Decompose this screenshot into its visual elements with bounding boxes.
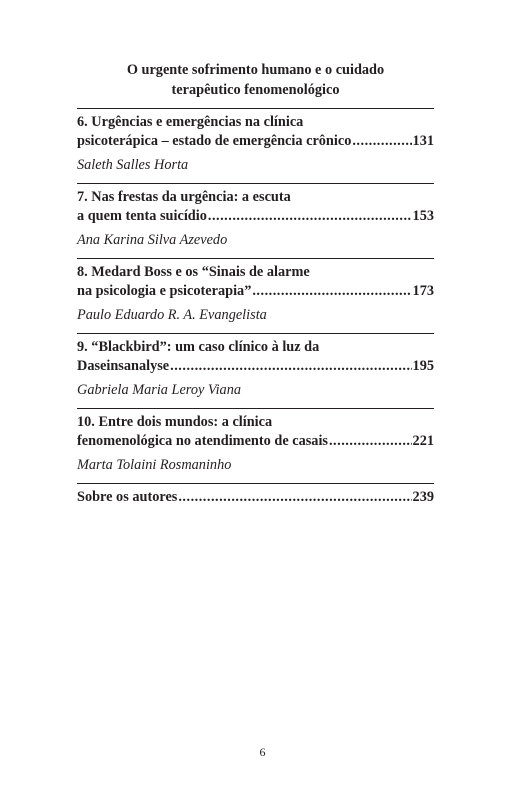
page-number: 221: [412, 433, 434, 449]
toc-entry-title-line-1: 8. Medard Boss e os “Sinais de alarme: [77, 264, 310, 280]
toc-entry-8[interactable]: [77, 258, 434, 333]
table-of-contents: [77, 60, 434, 507]
dot-leader: [170, 357, 411, 376]
page-number: 195: [412, 358, 434, 374]
chapter-author: Saleth Salles Horta: [77, 157, 189, 173]
chapter-author: Paulo Eduardo R. A. Evangelista: [77, 307, 267, 323]
toc-entry-title-line-1: 7. Nas frestas da urgência: a escuta: [77, 189, 291, 205]
part-title-line-1: O urgente sofrimento humano e o cuidado: [126, 62, 385, 78]
toc-entry-title-line-1: Sobre os autores ..... 239: [77, 488, 434, 507]
page-number: 173: [412, 283, 434, 299]
toc-entry-title-line-1: 10. Entre dois mundos: a clínica: [77, 414, 273, 430]
dot-leader: [329, 432, 412, 451]
toc-entry-title-line-1: 9. “Blackbird”: um caso clínico à luz da: [77, 339, 320, 355]
chapter-author: Marta Tolaini Rosmaninho: [77, 457, 232, 473]
page-number: 239: [412, 489, 434, 505]
toc-entry-9[interactable]: [77, 333, 434, 408]
page-number: 153: [412, 208, 434, 224]
toc-entry-6[interactable]: [77, 108, 434, 183]
chapter-author: Gabriela Maria Leroy Viana: [77, 382, 242, 398]
chapter-author: Ana Karina Silva Azevedo: [77, 232, 228, 248]
toc-entry-title-line-2: a quem tenta suicídio ..... 153: [77, 207, 434, 226]
dot-leader: [252, 282, 411, 301]
toc-entry-title-line-2: psicoterápica – estado de emergência crônico ..... 131: [77, 132, 434, 151]
folio-page-number: 6: [259, 745, 266, 759]
dot-leader: [208, 207, 412, 226]
toc-entry-10[interactable]: [77, 408, 434, 483]
dot-leader: [178, 488, 411, 507]
toc-entry-about-authors[interactable]: [77, 483, 434, 507]
toc-entry-title-line-1: 6. Urgências e emergências na clínica: [77, 114, 304, 130]
toc-entry-title-line-2: na psicologia e psicoterapia” ..... 173: [77, 282, 434, 301]
part-title-line-2: terapêutico fenomenológico: [171, 82, 340, 98]
dot-leader: [352, 132, 411, 151]
toc-entry-title-line-2: fenomenológica no atendimento de casais ..... 221: [77, 432, 434, 451]
toc-entry-title-line-2: Daseinsanalyse ..... 195: [77, 357, 434, 376]
part-title: [77, 60, 434, 100]
page-number: 131: [412, 133, 434, 149]
toc-entry-7[interactable]: [77, 183, 434, 258]
